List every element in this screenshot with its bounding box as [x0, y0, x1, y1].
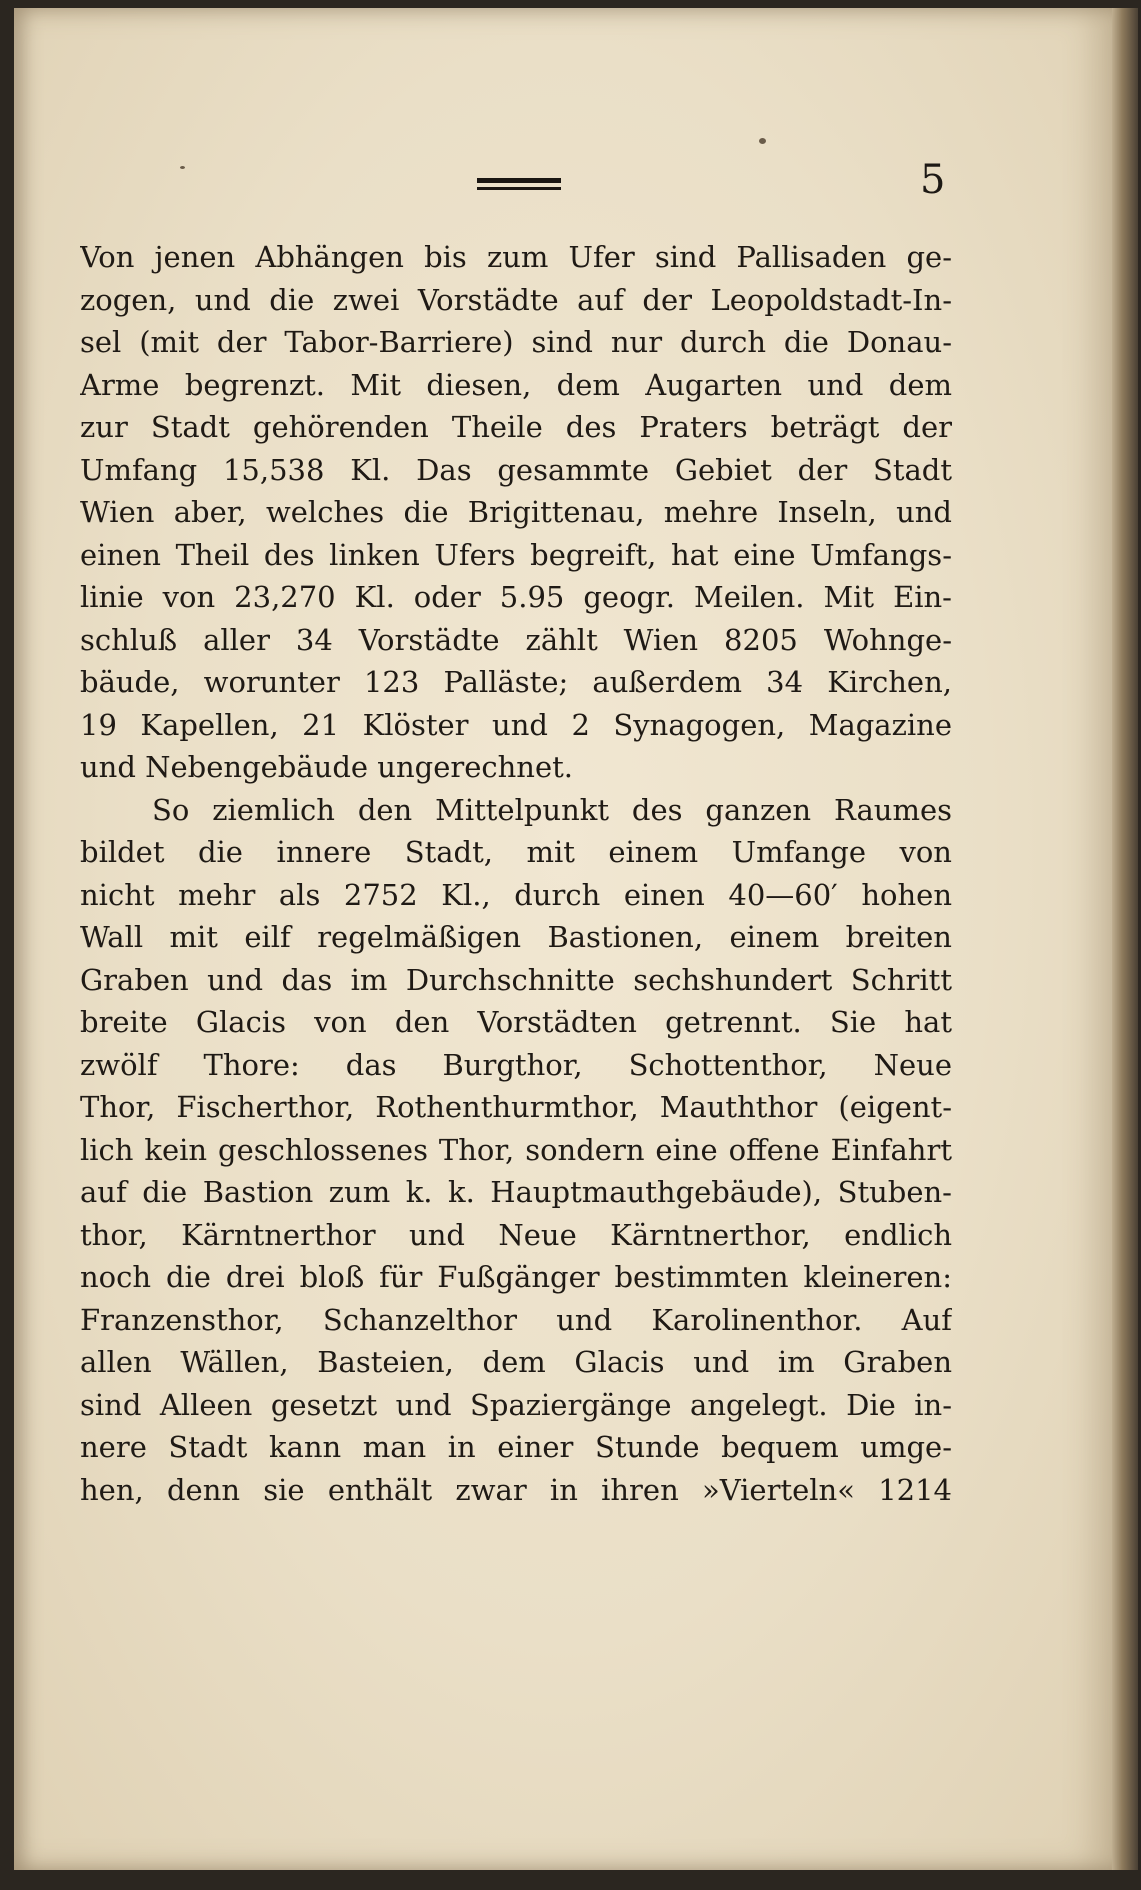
- text-line: auf die Bastion zum k. k. Hauptmauthgebäude), Stuben-: [80, 1175, 952, 1209]
- text-line: schluß aller 34 Vorstädte zählt Wien 8205 Wohnge-: [80, 622, 952, 657]
- text-line: 19 Kapellen, 21 Klöster und 2 Synagogen, Magazine: [80, 707, 952, 742]
- text-line: allen Wällen, Basteien, dem Glacis und im Graben: [80, 1345, 952, 1379]
- text-line: lich kein geschlossenes Thor, sondern eine offene Einfahrt: [80, 1132, 952, 1167]
- paper-speck: [180, 166, 185, 169]
- text-line: Franzensthor, Schanzelthor und Karolinenthor. Auf: [80, 1302, 952, 1337]
- text-line: linie von 23,270 Kl. oder 5.95 geogr. Meilen. Mit Ein-: [80, 580, 952, 614]
- page-edge: [1112, 8, 1138, 1870]
- text-line: noch die drei bloß für Fußgänger bestimmten kleineren:: [80, 1260, 952, 1294]
- text-line: hen, denn sie enthält zwar in ihren »Vierteln« 1214: [80, 1472, 952, 1507]
- text-line: sind Alleen gesetzt und Spaziergänge angelegt. Die in-: [80, 1387, 952, 1422]
- header-rule: [477, 178, 561, 190]
- text-line: Von jenen Abhängen bis zum Ufer sind Pallisaden ge-: [80, 240, 952, 274]
- body-text: [80, 236, 952, 1511]
- paragraph-end-line: und Nebengebäude ungerechnet.: [80, 750, 574, 784]
- text-line: bildet die innere Stadt, mit einem Umfange von: [80, 835, 952, 869]
- text-line: Thor, Fischerthor, Rothenthurmthor, Mauththor (eigent-: [80, 1090, 952, 1124]
- text-line: Umfang 15,538 Kl. Das gesammte Gebiet der Stadt: [80, 452, 952, 487]
- text-line: zwölf Thore: das Burgthor, Schottenthor, Neue: [80, 1047, 952, 1082]
- text-line: zur Stadt gehörenden Theile des Praters beträgt der: [80, 410, 952, 444]
- text-line: thor, Kärntnerthor und Neue Kärntnerthor, endlich: [80, 1217, 952, 1252]
- text-line: zogen, und die zwei Vorstädte auf der Leopoldstadt-In-: [80, 282, 952, 317]
- page-number: 5: [920, 157, 946, 203]
- paper-speck: [759, 138, 766, 144]
- text-line: nere Stadt kann man in einer Stunde bequem umge-: [80, 1430, 952, 1464]
- text-line: Wall mit eilf regelmäßigen Bastionen, einem breiten: [80, 920, 952, 954]
- paragraph-start-line: So ziemlich den Mittelpunkt des ganzen Raumes: [152, 792, 952, 827]
- text-line: nicht mehr als 2752 Kl., durch einen 40—60′ hohen: [80, 877, 952, 912]
- text-line: einen Theil des linken Ufers begreift, hat eine Umfangs-: [80, 537, 952, 572]
- text-line: Arme begrenzt. Mit diesen, dem Augarten und dem: [80, 367, 952, 402]
- text-line: Graben und das im Durchschnitte sechshundert Schritt: [80, 962, 952, 997]
- text-line: bäude, worunter 123 Palläste; außerdem 34 Kirchen,: [80, 665, 952, 699]
- text-line: breite Glacis von den Vorstädten getrennt. Sie hat: [80, 1005, 952, 1039]
- text-line: Wien aber, welches die Brigittenau, mehre Inseln, und: [80, 495, 952, 529]
- text-line: sel (mit der Tabor-Barriere) sind nur durch die Donau-: [80, 325, 952, 359]
